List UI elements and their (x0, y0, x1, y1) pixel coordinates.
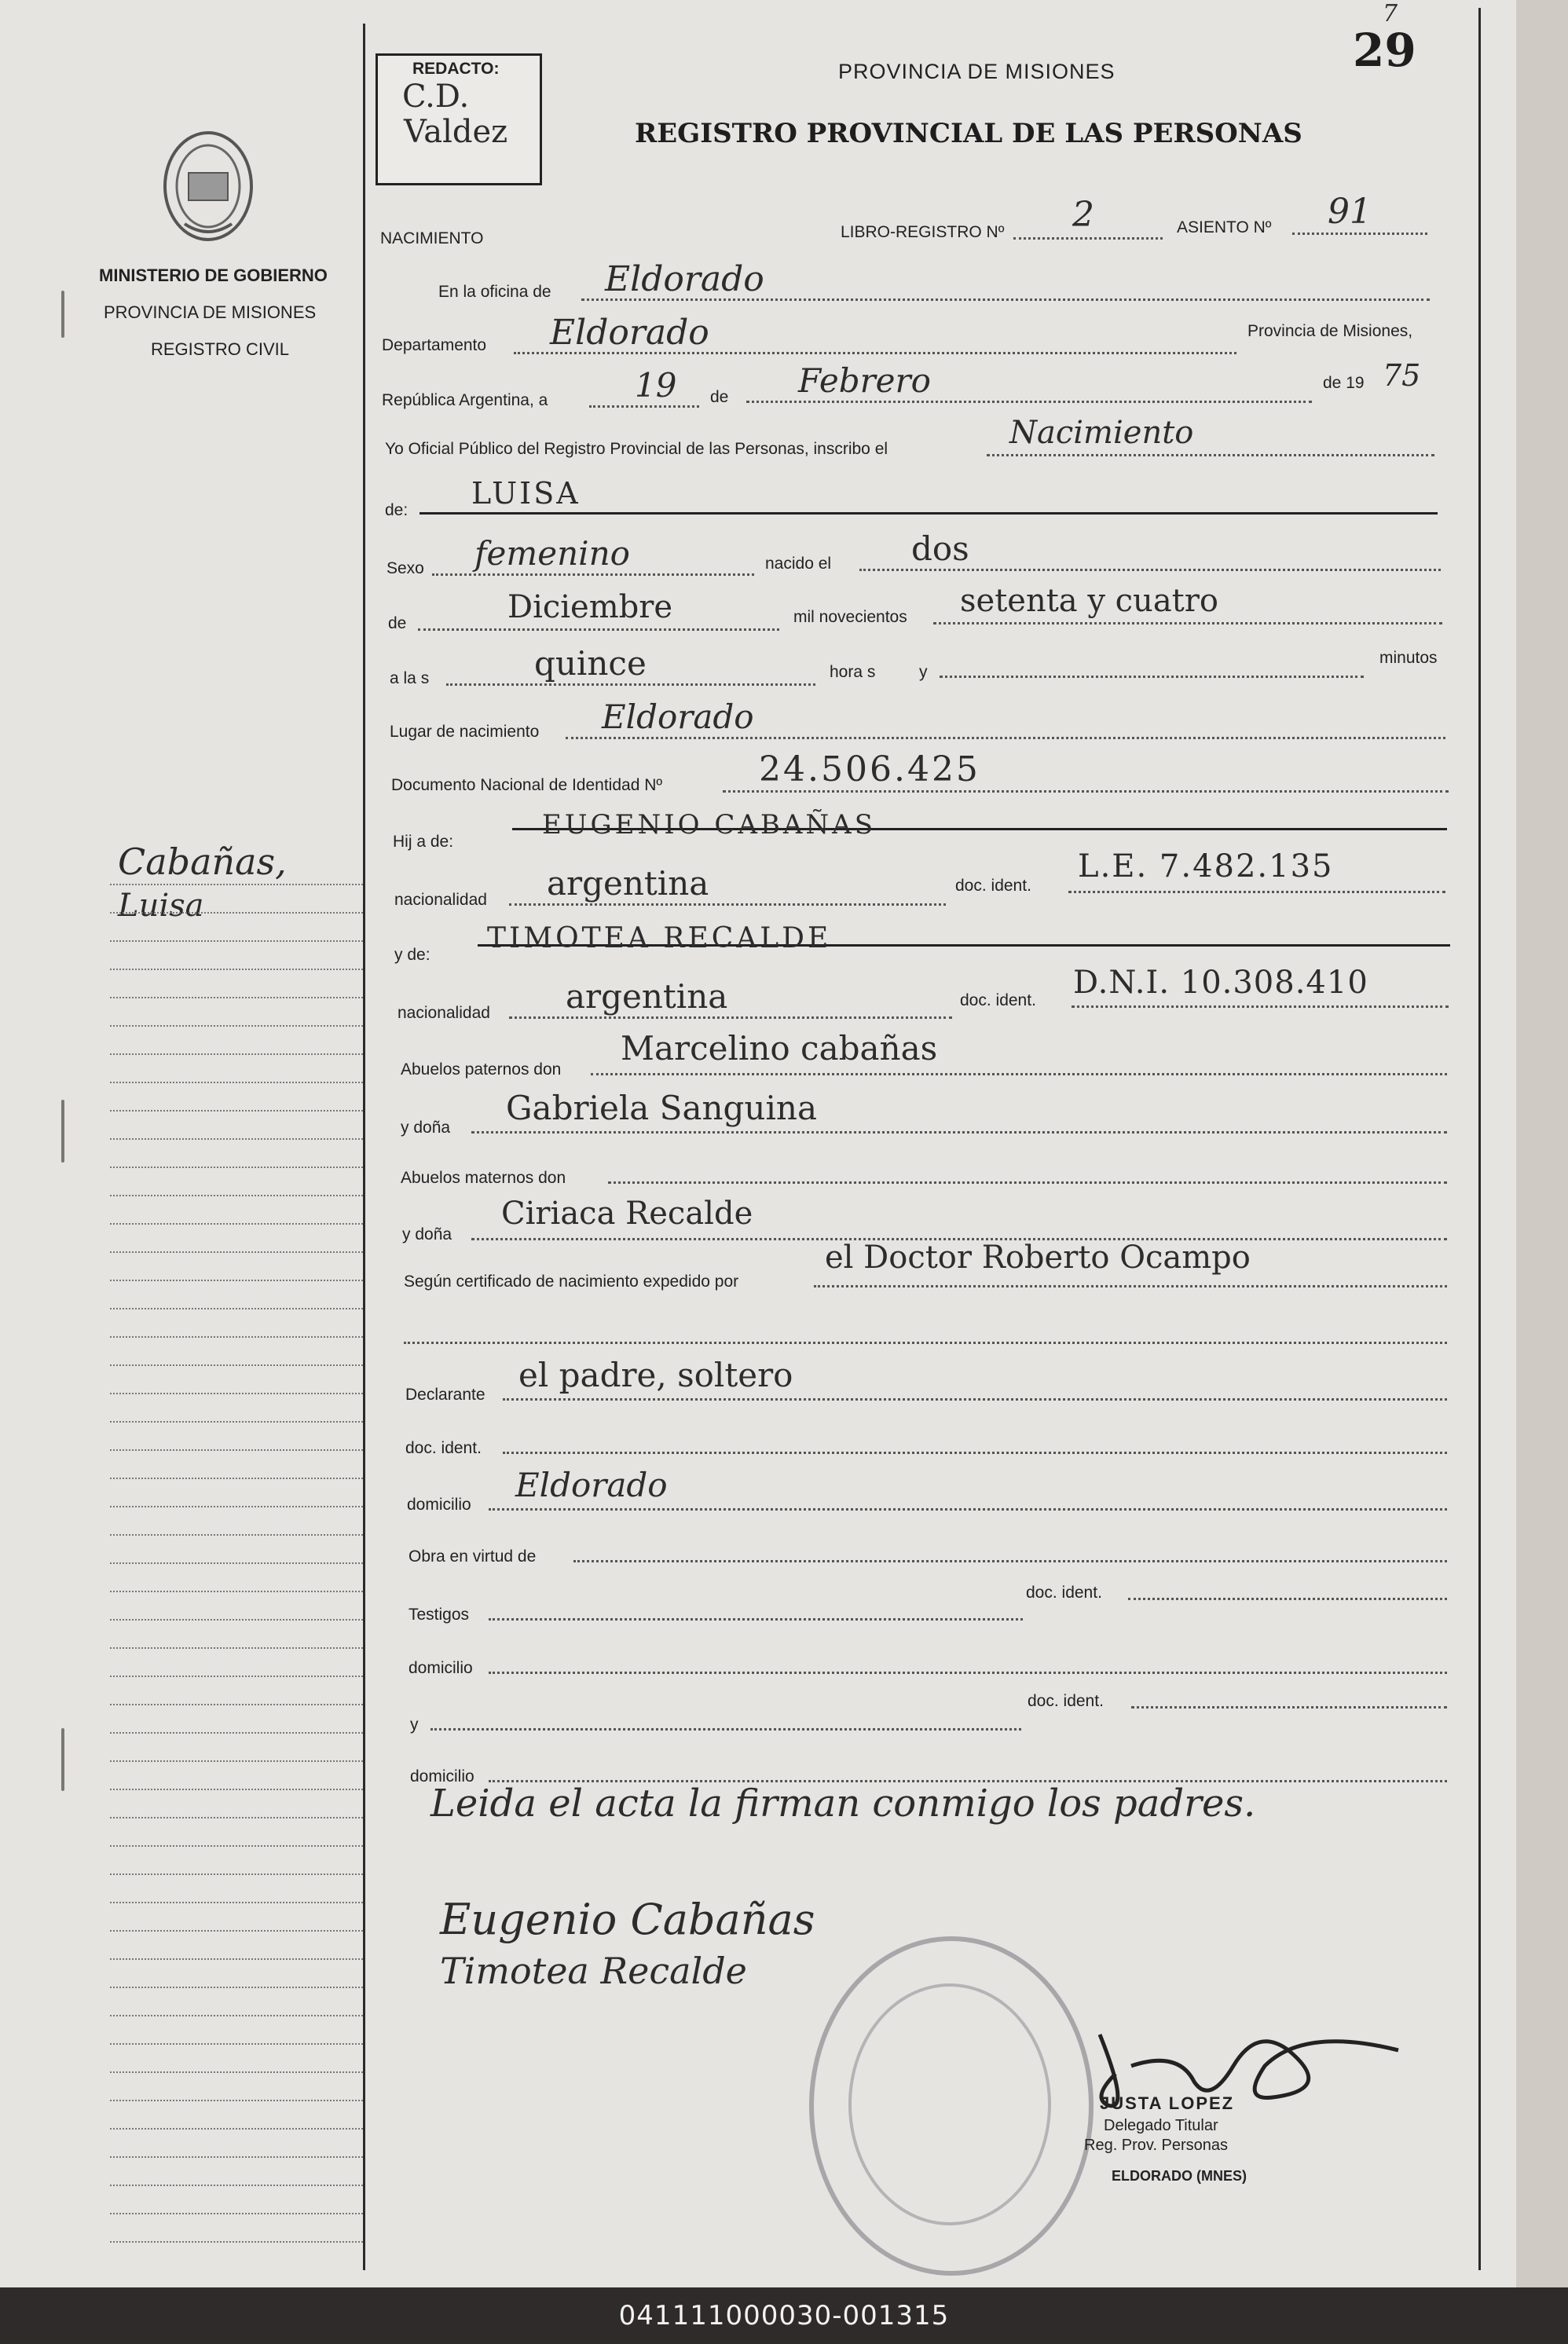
binding-stitch (61, 1100, 64, 1163)
margin-rule-line (110, 1647, 363, 1649)
abm-label: Abuelos maternos don (401, 1169, 566, 1187)
margin-rule-line (110, 1025, 363, 1027)
oficina-label: En la oficina de (438, 283, 551, 301)
closing-statement: Leida el acta la firman conmigo los padres. (430, 1782, 1256, 1826)
registry-title: REGISTRO PROVINCIAL DE LAS PERSONAS (635, 118, 1302, 149)
y2-label: y (410, 1716, 419, 1734)
inscribo-value: Nacimiento (1009, 415, 1194, 451)
lugar-label: Lugar de nacimiento (390, 723, 540, 741)
margin-rule-line (110, 1534, 363, 1536)
doc2-line (1072, 1005, 1449, 1008)
margin-rule-line (110, 1789, 363, 1790)
doc1-value: L.E. 7.482.135 (1078, 848, 1334, 884)
y2-line (430, 1728, 1021, 1731)
dia-line (589, 405, 699, 408)
ministry-line: PROVINCIA DE MISIONES (104, 302, 317, 322)
margin-rule-line (110, 1704, 363, 1705)
inscribo-line (987, 454, 1434, 456)
signature-father: Eugenio Cabañas (440, 1895, 815, 1944)
page-edge (1516, 0, 1568, 2287)
margin-rule-line (110, 2043, 363, 2045)
declarante-value: el padre, soltero (518, 1356, 793, 1394)
de-nombre-label: de: (385, 501, 408, 519)
nac1-value: argentina (547, 864, 709, 903)
lugar-line (566, 737, 1445, 739)
margin-rule-line (110, 940, 363, 942)
testigos-label: Testigos (408, 1606, 470, 1624)
margin-rule-line (110, 2071, 363, 2073)
margin-rule-line (110, 1280, 363, 1281)
margin-rule-line (110, 1506, 363, 1507)
nac1-line (509, 903, 946, 906)
domicilio-label: domicilio (407, 1496, 471, 1514)
docident-line (503, 1452, 1447, 1454)
oficina-value: Eldorado (605, 259, 764, 299)
ministry-line: REGISTRO CIVIL (151, 339, 290, 359)
page-number: 29 (1353, 24, 1416, 77)
redacto-value: Valdez (404, 114, 508, 150)
margin-rule-line (110, 1251, 363, 1253)
anio-value: 75 (1383, 358, 1421, 393)
yd2-value: Ciriaca Recalde (501, 1196, 753, 1232)
doc2-label: doc. ident. (960, 991, 1036, 1009)
margin-rule-line (110, 1845, 363, 1847)
cert-value: el Doctor Roberto Ocampo (825, 1240, 1251, 1276)
margin-rule-line (110, 2213, 363, 2214)
domicilio-line (489, 1508, 1447, 1511)
cert-line (814, 1285, 1447, 1287)
horas-label: hora s (830, 663, 876, 681)
margin-rule-line (110, 1053, 363, 1055)
departamento-label: Departamento (382, 336, 487, 354)
sexo-line (432, 573, 754, 576)
margin-rule-line (110, 1167, 363, 1168)
libro-label: LIBRO-REGISTRO Nº (841, 223, 1005, 241)
abp-line (591, 1073, 1447, 1075)
margin-rule-line (110, 884, 363, 885)
asiento-line (1292, 233, 1427, 235)
provincia-label: Provincia de Misiones, (1247, 322, 1413, 340)
margin-rule-line (110, 1308, 363, 1309)
nac2-label: nacionalidad (397, 1004, 490, 1022)
abp-label: Abuelos paternos don (401, 1060, 562, 1079)
anio-nac-value: setenta y cuatro (960, 583, 1218, 619)
dom2-line (489, 1672, 1447, 1674)
declarante-label: Declarante (405, 1386, 485, 1404)
departamento-value: Eldorado (550, 313, 709, 353)
sexo-value: femenino (474, 534, 630, 573)
stamp-office: Reg. Prov. Personas (1084, 2137, 1229, 2154)
province-title: PROVINCIA DE MISIONES (838, 60, 1116, 83)
testigos-line (489, 1618, 1023, 1621)
dni-label: Documento Nacional de Identidad Nº (391, 776, 663, 794)
binding-stitch (61, 291, 64, 338)
yd2-label: y doña (402, 1225, 452, 1243)
mes-line (746, 401, 1312, 403)
nombre-value: LUISA (471, 476, 581, 511)
ala-label: a la s (390, 669, 430, 687)
yd1-line (471, 1131, 1447, 1134)
asiento-label: ASIENTO Nº (1177, 218, 1272, 236)
testdoc-label: doc. ident. (1026, 1584, 1102, 1602)
margin-rule-line (110, 1958, 363, 1960)
hora-line (446, 683, 815, 686)
oficial-label: Yo Oficial Público del Registro Provincial de las Personas, inscribo el (385, 440, 888, 458)
margin-rule-line (110, 1676, 363, 1677)
mes-nac-value: Diciembre (507, 589, 673, 625)
stamp-title: Delegado Titular (1104, 2117, 1218, 2134)
yde-label: y de: (394, 946, 430, 964)
left-frame-line (363, 24, 365, 2270)
margin-rule-line (110, 2241, 363, 2243)
margin-rule-line (110, 2015, 363, 2016)
margin-note: Luisa (118, 888, 204, 924)
doc1-line (1068, 891, 1445, 893)
margin-rule-line (110, 1393, 363, 1394)
nacido-line (859, 569, 1441, 571)
anio-label: de 19 (1323, 374, 1365, 392)
dom2-label: domicilio (408, 1659, 473, 1677)
libro-line (1013, 237, 1163, 240)
padre-value: EUGENIO CABAÑAS (542, 809, 877, 841)
hija-label: Hij a de: (393, 833, 454, 851)
margin-rule-line (110, 1562, 363, 1564)
doc2-value: D.N.I. 10.308.410 (1073, 965, 1368, 1001)
mes-nac-line (418, 628, 779, 631)
margin-rule-line (110, 1336, 363, 1338)
right-frame-line (1478, 8, 1481, 2270)
margin-rule-line (110, 997, 363, 998)
yd1-label: y doña (401, 1119, 451, 1137)
domicilio-value: Eldorado (515, 1466, 668, 1504)
image-caption: 041111000030-001315 (0, 2287, 1568, 2344)
libro-value: 2 (1072, 195, 1094, 235)
registry-seal-inner (848, 1983, 1051, 2225)
yd1-value: Gabriela Sanguina (506, 1089, 817, 1127)
dom3-label: domicilio (410, 1767, 474, 1785)
margin-rule-line (110, 2100, 363, 2101)
page-mark: 7 (1383, 0, 1398, 27)
margin-rule-line (110, 2185, 363, 2186)
minutos-line (940, 676, 1364, 678)
cert-label: Según certificado de nacimiento expedido por (404, 1273, 739, 1291)
y-label: y (919, 663, 928, 681)
asiento-value: 91 (1328, 192, 1372, 232)
margin-rule-line (110, 2156, 363, 2158)
act-type: NACIMIENTO (380, 229, 484, 247)
margin-rule-line (110, 1873, 363, 1875)
margin-rule-line (110, 1421, 363, 1423)
margin-rule-line (110, 1138, 363, 1140)
margin-rule-line (110, 912, 363, 914)
ydoc-line (1131, 1706, 1447, 1709)
margin-rule-line (110, 1817, 363, 1818)
dni-line (723, 790, 1449, 793)
margin-rule-line (110, 1902, 363, 1903)
madre-value: TIMOTEA RECALDE (487, 922, 832, 954)
lugar-value: Eldorado (602, 698, 754, 736)
republica-label: República Argentina, a (382, 391, 548, 409)
margin-rule-line (110, 2128, 363, 2130)
nac2-value: argentina (566, 977, 728, 1016)
docident-label: doc. ident. (405, 1439, 482, 1457)
nacido-label: nacido el (765, 555, 832, 573)
margin-rule-line (110, 1223, 363, 1225)
margin-rule-line (110, 1591, 363, 1592)
anio-nac-line (933, 622, 1442, 624)
margin-rule-line (110, 1364, 363, 1366)
margin-rule-line (110, 1110, 363, 1112)
testdoc-line (1128, 1598, 1447, 1600)
signature-mother: Timotea Recalde (440, 1950, 747, 1992)
minutos-label: minutos (1379, 649, 1438, 667)
binding-stitch (61, 1728, 64, 1791)
ydoc-label: doc. ident. (1028, 1692, 1104, 1710)
de-label: de (710, 388, 729, 406)
margin-note: Cabañas, (118, 841, 287, 883)
doc1-label: doc. ident. (955, 877, 1031, 895)
nacido-value: dos (911, 529, 969, 568)
dni-value: 24.506.425 (759, 749, 980, 789)
margin-rule-line (110, 1478, 363, 1479)
redacto-value: C.D. (402, 79, 470, 115)
margin-rule-line (110, 1760, 363, 1762)
de2-label: de (388, 614, 407, 632)
margin-rule-line (110, 1732, 363, 1734)
dia-value: 19 (635, 366, 677, 405)
sexo-label: Sexo (387, 559, 424, 577)
margin-rule-line (110, 1930, 363, 1932)
abm-line (608, 1181, 1447, 1184)
margin-rule-line (110, 1987, 363, 1988)
margin-rule-line (110, 969, 363, 970)
mes-value: Febrero (798, 361, 931, 400)
stamp-place: ELDORADO (MNES) (1112, 2168, 1247, 2184)
mil-label: mil novecientos (793, 608, 907, 626)
abp-value: Marcelino cabañas (621, 1029, 938, 1068)
margin-rule-line (110, 1619, 363, 1621)
obra-line (573, 1560, 1447, 1562)
ministry-line: MINISTERIO DE GOBIERNO (99, 266, 328, 285)
declarante-line (503, 1398, 1447, 1401)
margin-rule-line (110, 1449, 363, 1451)
nac2-line (509, 1016, 952, 1019)
nombre-line (419, 512, 1438, 515)
margin-rule-line (110, 1195, 363, 1196)
cert-line-2 (404, 1342, 1447, 1344)
coat-of-arms-icon (157, 130, 259, 247)
margin-rule-line (110, 1082, 363, 1083)
nac1-label: nacionalidad (394, 891, 487, 909)
stamp-name: JUSTA LOPEZ (1100, 2093, 1235, 2113)
redacto-label: REDACTO: (412, 60, 500, 78)
hora-value: quince (534, 644, 647, 683)
obra-label: Obra en virtud de (408, 1547, 537, 1566)
